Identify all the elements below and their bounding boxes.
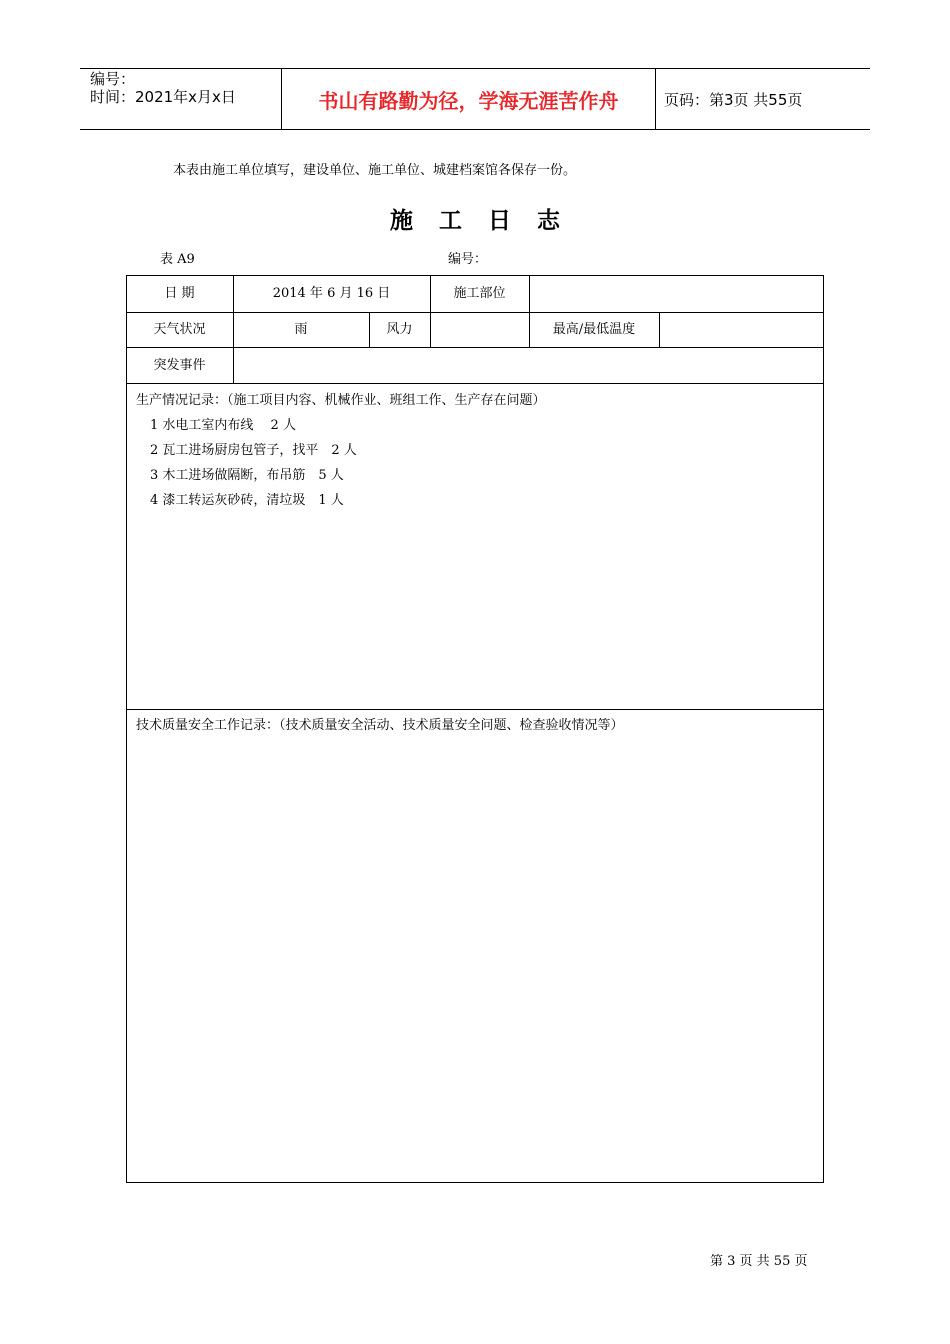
site-label: 施工部位 <box>453 286 506 301</box>
form-note: 本表由施工单位填写，建设单位、施工单位、城建档案馆各保存一份。 <box>173 163 577 178</box>
serial-label: 编号： <box>448 252 488 267</box>
weather-label: 天气状况 <box>153 322 206 337</box>
header-top-rule <box>80 68 870 69</box>
quality-heading: 技术质量安全工作记录：（技术质量安全活动、技术质量安全问题、检查验收情况等） <box>136 718 624 733</box>
list-item: 4 漆工转运灰砂砖，清垃圾 1 人 <box>150 493 344 508</box>
production-heading: 生产情况记录：（施工项目内容、机械作业、班组工作、生产存在问题） <box>136 393 546 408</box>
date-label: 日 期 <box>164 286 195 301</box>
header-motto: 书山有路勤为径，学海无涯苦作舟 <box>318 89 619 113</box>
date-value: 2014 年 6 月 16 日 <box>272 286 391 301</box>
table-row-rule <box>126 709 824 710</box>
page-footer: 第 3 页 共 55 页 <box>710 1254 808 1269</box>
temp-label: 最高/最低温度 <box>552 322 636 337</box>
wind-label: 风力 <box>386 322 413 337</box>
form-number: 表 A9 <box>160 252 195 267</box>
page-title: 施工日志 <box>390 207 586 234</box>
list-item: 2 瓦工进场厨房包管子，找平 2 人 <box>150 443 357 458</box>
header-time-label: 时间：2021年x月x日 <box>90 88 236 106</box>
list-item: 3 木工进场做隔断，布吊筋 5 人 <box>150 468 344 483</box>
header-meta <box>90 70 236 106</box>
header-number-label: 编号： <box>90 70 136 88</box>
header-bottom-rule <box>80 129 870 130</box>
event-label: 突发事件 <box>153 358 206 373</box>
weather-value: 雨 <box>294 322 308 337</box>
table-col-rule <box>659 312 660 348</box>
list-item: 1 水电工室内布线 2 人 <box>150 418 296 433</box>
header-divider-right <box>655 69 656 130</box>
header-page-label: 页码：第3页 共55页 <box>664 91 803 109</box>
